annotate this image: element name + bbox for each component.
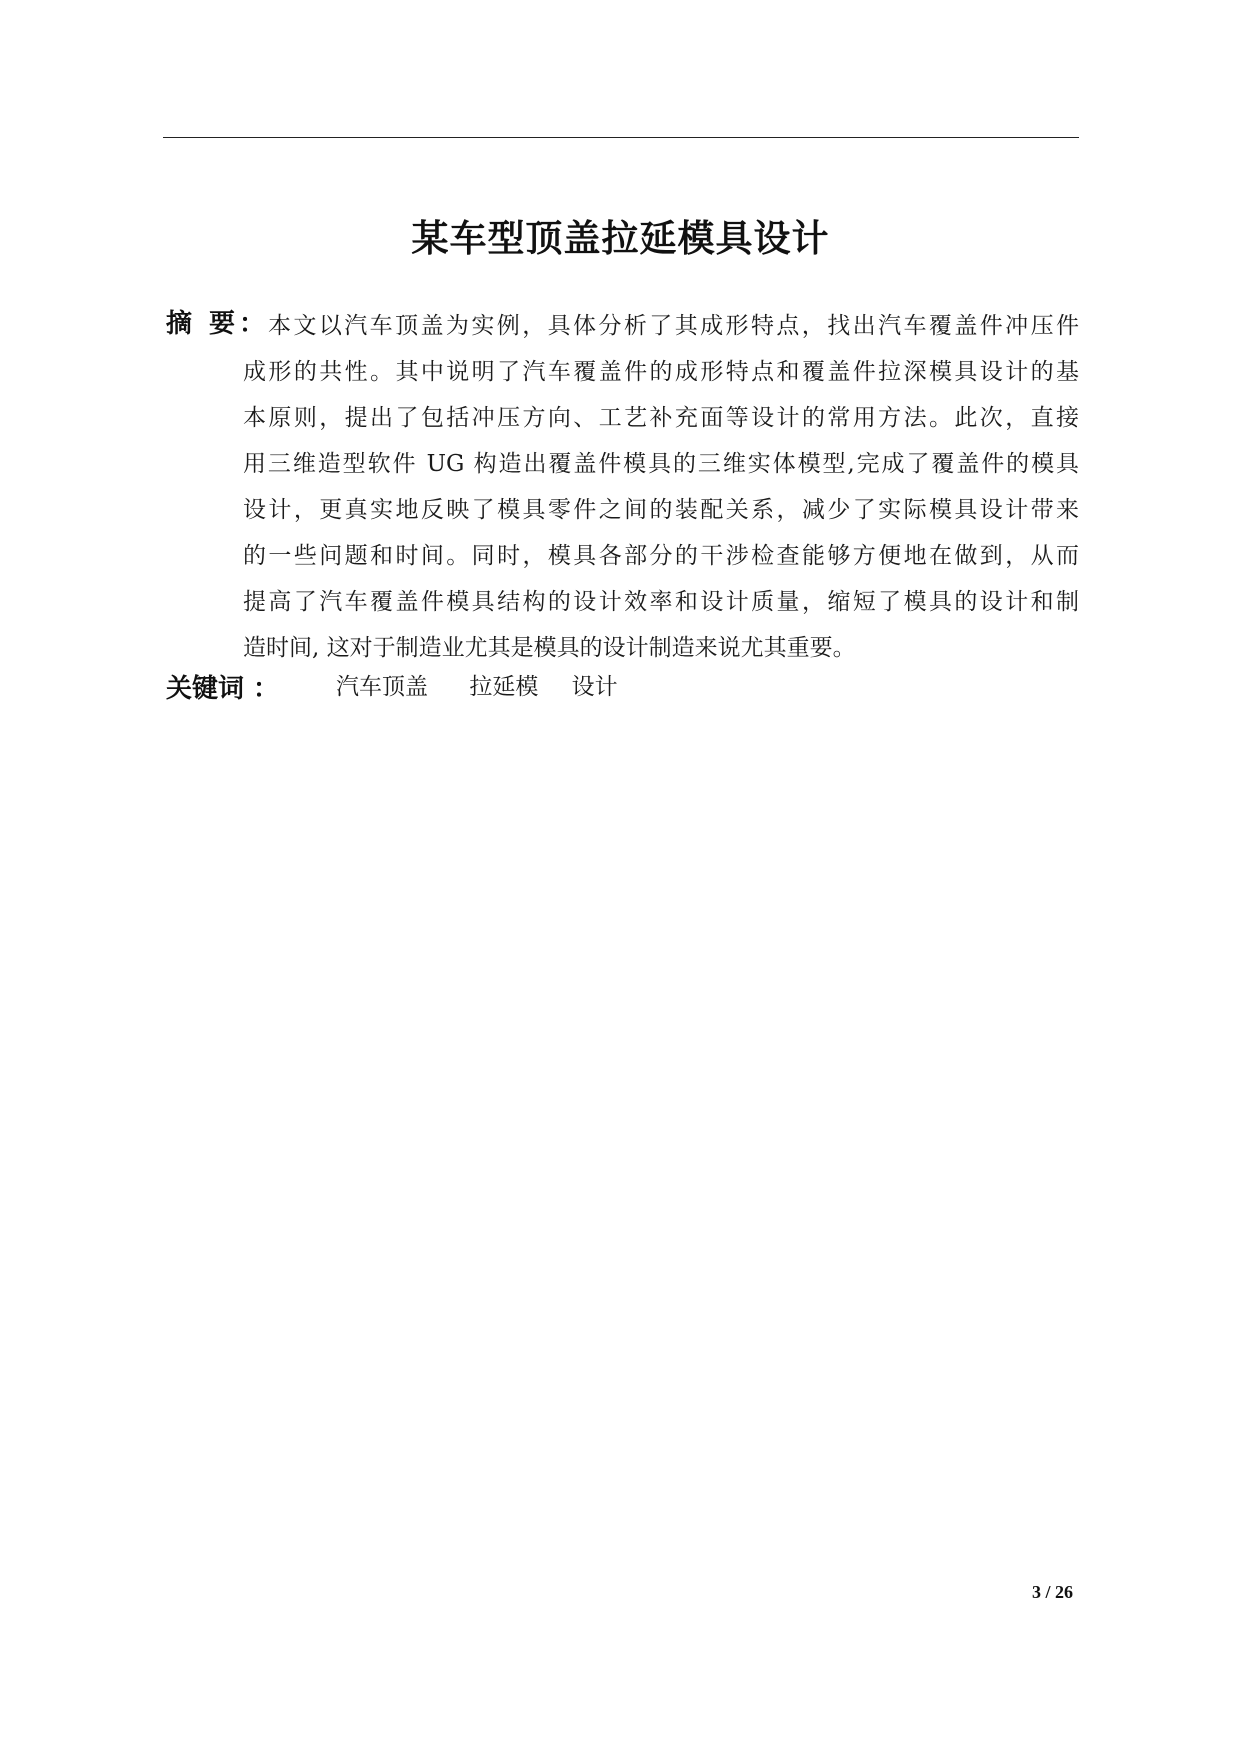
header-rule — [163, 137, 1079, 138]
keyword-item: 设计 — [571, 674, 618, 700]
abstract-line-6: 的一些问题和时间。同时，模具各部分的干涉检查能够方便地在做到，从而 — [243, 543, 1079, 569]
document-title: 某车型顶盖拉延模具设计 — [411, 217, 830, 260]
keywords-list — [336, 668, 652, 701]
abstract-line-2: 成形的共性。其中说明了汽车覆盖件的成形特点和覆盖件拉深模具设计的基 — [243, 359, 1079, 385]
abstract-line-3: 本原则，提出了包括冲压方向、工艺补充面等设计的常用方法。此次，直接 — [243, 405, 1079, 431]
abstract-label: 摘 要： — [166, 309, 270, 339]
keyword-item: 拉延模 — [469, 674, 539, 700]
abstract-line-1: 本文以汽车顶盖为实例，具体分析了其成形特点，找出汽车覆盖件冲压件 — [268, 313, 1079, 339]
keyword-item: 汽车顶盖 — [336, 674, 428, 700]
abstract-line-4: 用三维造型软件 UG 构造出覆盖件模具的三维实体模型,完成了覆盖件的模具 — [243, 451, 1079, 477]
abstract-line-5: 设计，更真实地反映了模具零件之间的装配关系，减少了实际模具设计带来 — [243, 497, 1079, 523]
abstract-line-8: 造时间, 这对于制造业尤其是模具的设计制造来说尤其重要。 — [243, 635, 856, 661]
page-number: 3 / 26 — [1032, 1582, 1074, 1602]
abstract-body — [243, 349, 1079, 671]
abstract-line-7: 提高了汽车覆盖件模具结构的设计效率和设计质量，缩短了模具的设计和制 — [243, 589, 1079, 615]
keywords-label: 关键词 ： — [166, 674, 280, 704]
